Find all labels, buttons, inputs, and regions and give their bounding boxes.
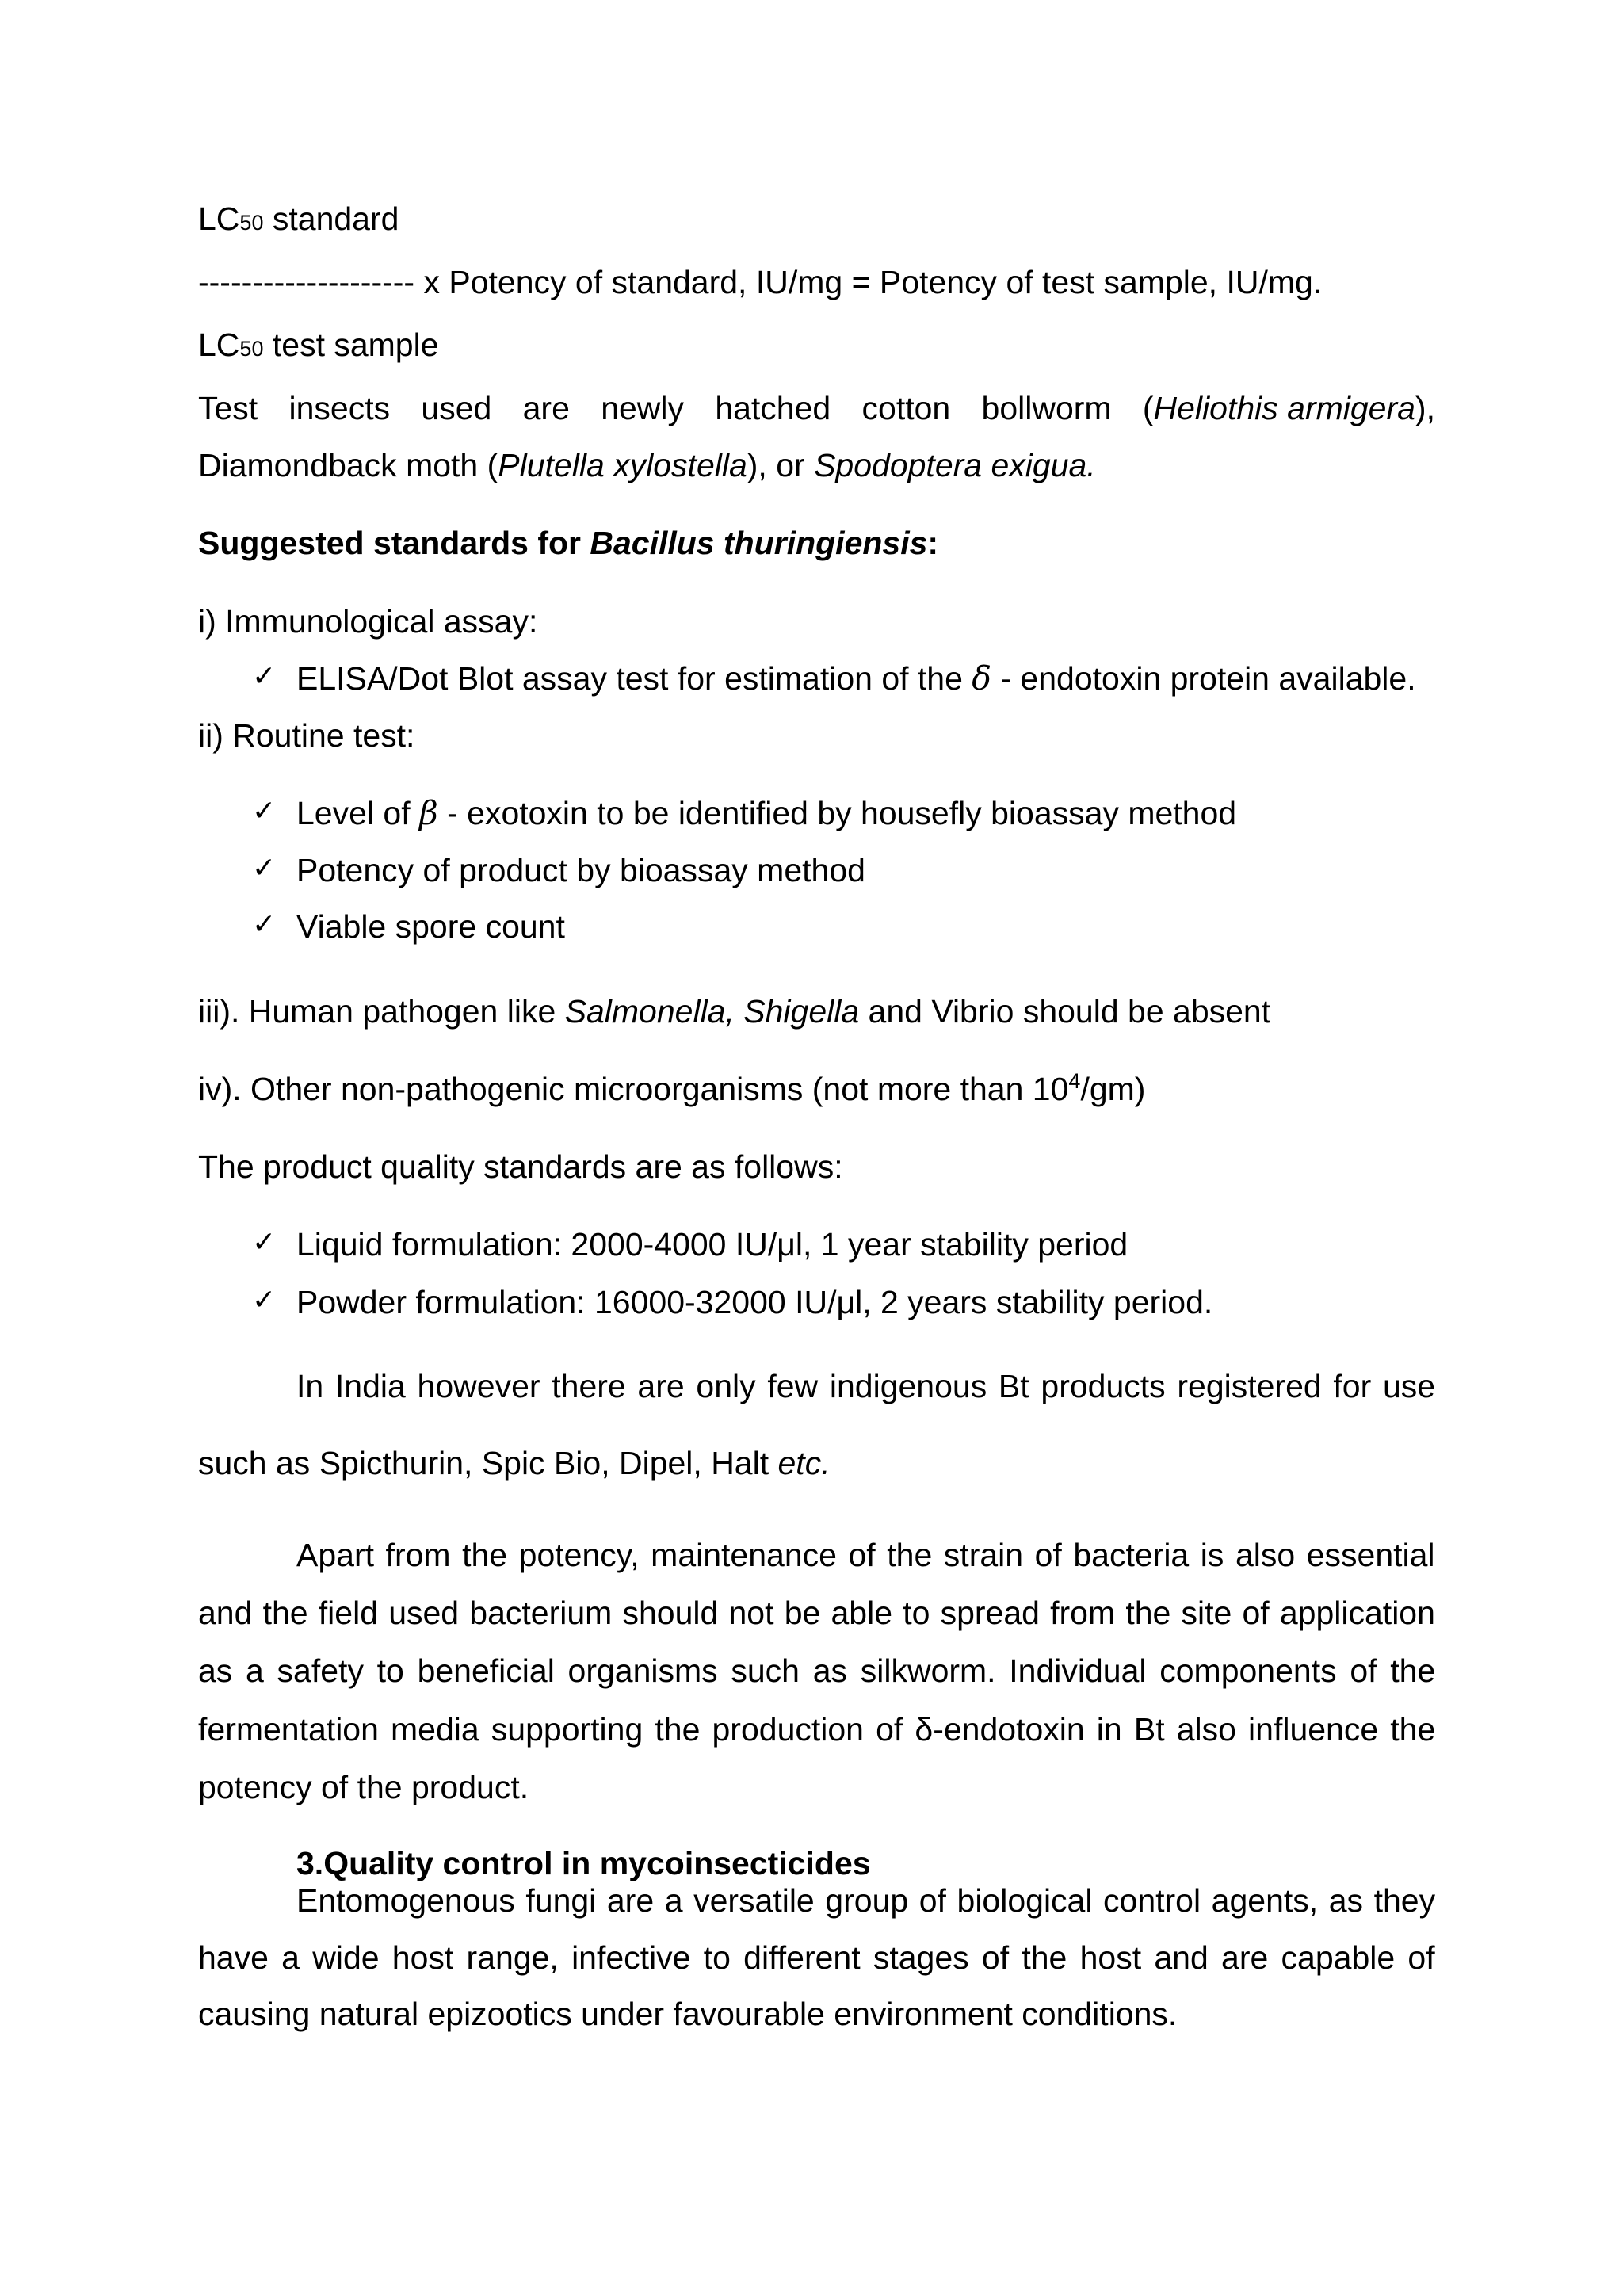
quality-item-liquid: Liquid formulation: 2000-4000 IU/μl, 1 year stability period xyxy=(296,1226,1128,1263)
word: hatched xyxy=(715,390,831,426)
checkmark-icon: ✓ xyxy=(252,795,277,827)
word: used xyxy=(421,390,492,426)
bt-standards-heading: Suggested standards for Bacillus thuringiensis: xyxy=(198,525,939,561)
lc-subscript: 50 xyxy=(239,211,264,235)
formula-rhs: x Potency of standard, IU/mg = Potency of test sample, IU/mg. xyxy=(423,264,1323,300)
quality-item-powder: Powder formulation: 16000-32000 IU/μl, 2 years stability period. xyxy=(296,1284,1213,1320)
formula-numerator xyxy=(198,203,399,235)
pathogen-item: iii). Human pathogen like Salmonella, Shigella and Vibrio should be absent xyxy=(198,993,1271,1030)
potency-line1: Apart from the potency, maintenance of the strain of bacteria is also essential xyxy=(296,1537,1435,1573)
potency-line5: potency of the product. xyxy=(198,1769,529,1805)
lc-text: LC xyxy=(198,201,240,237)
species-heliothis: (Heliothis armigera), xyxy=(1142,390,1435,426)
formula-line xyxy=(198,266,1322,299)
myco-line3: causing natural epizootics under favourable environment conditions. xyxy=(198,1996,1178,2032)
checkmark-icon: ✓ xyxy=(252,660,277,693)
myco-heading: 3.Quality control in mycoinsecticides xyxy=(296,1845,871,1881)
species-spodoptera: Spodoptera exigua. xyxy=(814,447,1096,483)
potency-line3: as a safety to beneficial organisms such as silkworm. Individual components of the xyxy=(198,1652,1436,1689)
numerator-label: standard xyxy=(272,201,399,237)
beta-symbol: β xyxy=(419,794,438,832)
checkmark-icon: ✓ xyxy=(252,852,277,884)
delta-symbol: δ xyxy=(972,659,991,697)
potency-line4: fermentation media supporting the production of δ-endotoxin in Bt also influence the xyxy=(198,1711,1436,1748)
routine-item-spore: Viable spore count xyxy=(296,908,565,945)
nonpathogen-item: iv). Other non-pathogenic microorganisms (not more than $10^4/gm$) xyxy=(198,1069,1146,1107)
checkmark-icon: ✓ xyxy=(252,908,277,941)
species-plutella: Plutella xylostella xyxy=(498,447,747,483)
potency-line2: and the field used bacterium should not be able to spread from the site of application xyxy=(198,1595,1435,1631)
word: cotton xyxy=(861,390,951,426)
quality-intro: The product quality standards are as follows: xyxy=(198,1148,843,1185)
word: insects xyxy=(288,390,391,426)
word: bollworm xyxy=(981,390,1112,426)
word: Test xyxy=(198,390,258,426)
fraction-dashes: -------------------- xyxy=(198,264,415,300)
india-line2: such as Spicthurin, Spic Bio, Dipel, Halt etc. xyxy=(198,1445,831,1481)
formula-denominator xyxy=(198,329,439,361)
lc-subscript: 50 xyxy=(239,337,264,361)
immunological-label: i) Immunological assay: xyxy=(198,603,538,640)
lc-text: LC xyxy=(198,327,240,363)
test-insects-line1 xyxy=(198,392,1435,425)
myco-line2: have a wide host range, infective to different stages of the host and are capable of xyxy=(198,1939,1435,1976)
routine-label: ii) Routine test: xyxy=(198,717,415,754)
india-line1: In India however there are only few indigenous Bt products registered for use xyxy=(296,1368,1436,1404)
checkmark-icon: ✓ xyxy=(252,1226,277,1259)
routine-item-exotoxin: Level of β - exotoxin to be identified by housefly bioassay method xyxy=(296,794,1237,832)
checkmark-icon: ✓ xyxy=(252,1284,277,1316)
denominator-label: test sample xyxy=(272,327,439,363)
word: newly xyxy=(601,390,685,426)
myco-line1: Entomogenous fungi are a versatile group of biological control agents, as they xyxy=(296,1882,1436,1919)
routine-item-potency: Potency of product by bioassay method xyxy=(296,852,865,888)
word: are xyxy=(522,390,570,426)
test-insects-line2: Diamondback moth (Plutella xylostella), or Spodoptera exigua. xyxy=(198,447,1096,483)
immuno-item: ELISA/Dot Blot assay test for estimation of the δ - endotoxin protein available. xyxy=(296,659,1416,697)
